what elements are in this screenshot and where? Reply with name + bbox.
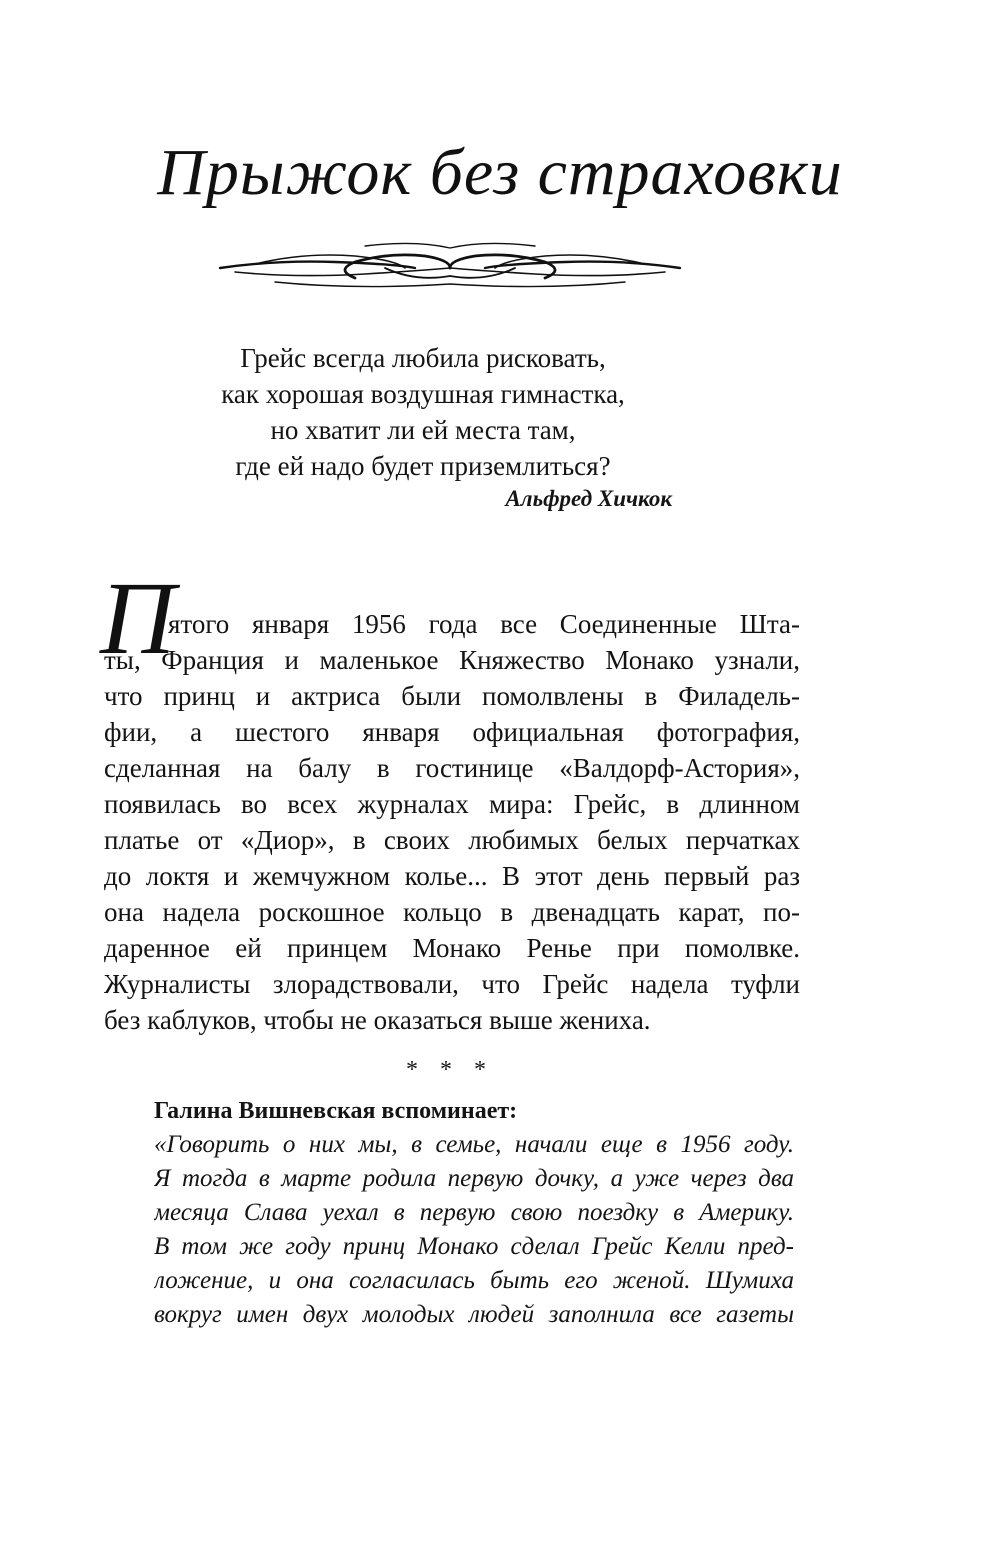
epigraph-line: Грейс всегда любила рисковать, xyxy=(240,343,606,373)
section-separator: * * * xyxy=(406,1057,494,1083)
body-text-line: ятого января 1956 года все Соединенные Шта- xyxy=(168,609,800,639)
body-text-line: сделанная на балу в гостинице «Валдорф-Астория», xyxy=(104,753,800,783)
ornament-divider-icon xyxy=(215,238,685,294)
memoir-text-line: В том же году принц Монако сделал Грейс Келли пред- xyxy=(154,1233,794,1260)
epigraph-line: но хватит ли ей места там, xyxy=(270,415,576,445)
dropcap-letter: П xyxy=(100,561,176,676)
epigraph-line: как хорошая воздушная гимнастка, xyxy=(221,379,625,409)
body-text-line: она надела роскошное кольцо в двенадцать карат, по- xyxy=(104,897,800,927)
body-text-line: Журналисты злорадствовали, что Грейс надела туфли xyxy=(104,969,800,999)
epigraph xyxy=(180,340,666,484)
epigraph-line: где ей надо будет приземлиться? xyxy=(235,451,611,481)
epigraph-author: Альфред Хичкок xyxy=(505,486,672,511)
memoir-text-line: Я тогда в марте родила первую дочку, а уже через два xyxy=(154,1165,794,1192)
body-text-line: даренное ей принцем Монако Ренье при помолвке. xyxy=(104,933,800,963)
body-text-line: появилась во всех журналах мира: Грейс, в длинном xyxy=(104,789,800,819)
memoir-text-line: «Говорить о них мы, в семье, начали еще в 1956 году. xyxy=(154,1131,794,1158)
body-text-line: платье от «Диор», в своих любимых белых перчатках xyxy=(104,825,800,855)
body-text-line: фии, а шестого января официальная фотография, xyxy=(104,717,800,747)
chapter-title: Прыжок без страховки xyxy=(157,136,843,209)
body-text-line: ты, Франция и маленькое Княжество Монако узнали, xyxy=(104,645,800,675)
memoir-text-line: ложение, и она согласилась быть его женой. Шумиха xyxy=(154,1267,794,1294)
memoir-text-line: вокруг имен двух молодых людей заполнила все газеты xyxy=(154,1301,794,1328)
body-text-line: до локтя и жемчужном колье... В этот день первый раз xyxy=(104,861,800,891)
memoir-text-line: месяца Слава уехал в первую свою поездку в Америку. xyxy=(154,1199,794,1226)
body-text-line: что принц и актриса были помолвлены в Филадель- xyxy=(104,681,800,711)
memoir-heading: Галина Вишневская вспоминает: xyxy=(154,1098,518,1124)
body-text-line: без каблуков, чтобы не оказаться выше жениха. xyxy=(104,1005,651,1035)
